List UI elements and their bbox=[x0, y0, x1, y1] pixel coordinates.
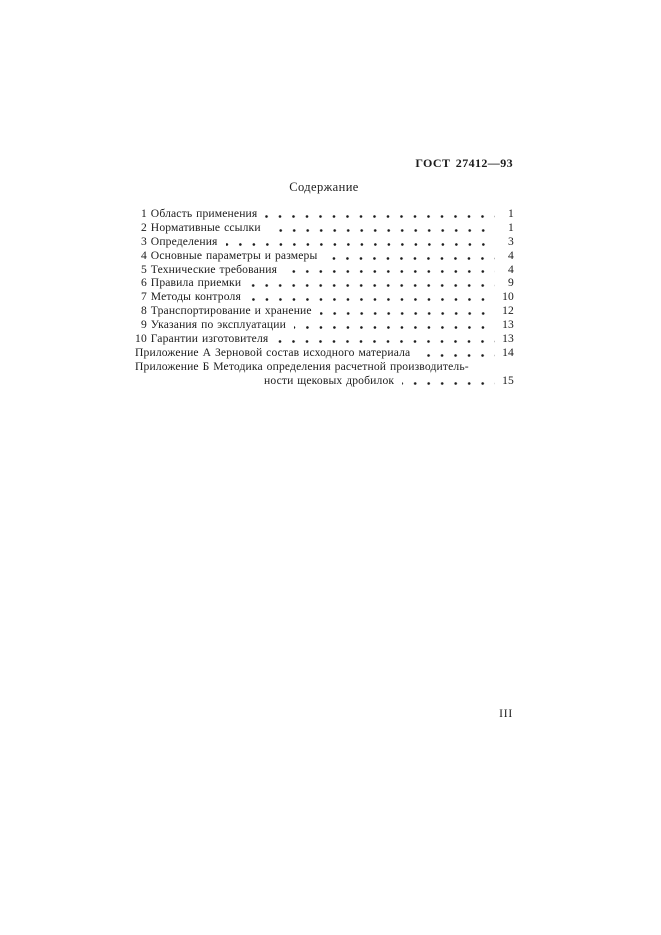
toc-entry-text: 5 Технические требования bbox=[141, 262, 278, 276]
toc-entry-text: 4 Основные параметры и размеры bbox=[141, 248, 318, 262]
toc-entry-text: Приложение Б Методика определения расчетной производитель- bbox=[135, 359, 469, 373]
dot-leader bbox=[402, 381, 495, 386]
toc-entry-page: 4 bbox=[508, 262, 514, 276]
table-of-contents bbox=[135, 207, 514, 388]
toc-entry bbox=[135, 318, 514, 332]
toc-entry-page: 12 bbox=[502, 304, 514, 318]
dot-leader bbox=[249, 297, 495, 302]
toc-entry-text: 10 Гарантии изготовителя bbox=[135, 332, 269, 346]
dot-leader bbox=[249, 283, 495, 288]
toc-entry bbox=[135, 263, 514, 277]
toc-entry bbox=[135, 290, 514, 304]
toc-entry-page: 15 bbox=[502, 373, 514, 387]
toc-entry bbox=[135, 276, 514, 290]
toc-entry-text: 6 Правила приемки bbox=[141, 276, 242, 290]
dot-leader bbox=[320, 311, 495, 316]
toc-entry-page: 4 bbox=[508, 248, 514, 262]
page-title: Содержание bbox=[289, 180, 359, 194]
toc-entry-text: 9 Указания по эксплуатации bbox=[141, 318, 286, 332]
toc-entry-page: 10 bbox=[502, 290, 514, 304]
toc-entry-page: 1 bbox=[508, 220, 514, 234]
toc-entry-text: 2 Нормативные ссылки bbox=[141, 220, 261, 234]
document-code: ГОСТ 27412—93 bbox=[415, 156, 513, 170]
dot-leader bbox=[325, 256, 495, 261]
toc-entry-text: 7 Методы контроля bbox=[141, 290, 241, 304]
toc-entry bbox=[135, 249, 514, 263]
toc-entry bbox=[135, 235, 514, 249]
toc-entry-text: 3 Определения bbox=[141, 234, 218, 248]
toc-entry-page: 13 bbox=[502, 318, 514, 332]
toc-entry bbox=[135, 360, 514, 374]
dot-leader bbox=[294, 325, 495, 330]
toc-entry-page: 9 bbox=[508, 276, 514, 290]
dot-leader bbox=[269, 228, 495, 233]
page-number: III bbox=[499, 708, 513, 720]
toc-entry bbox=[135, 332, 514, 346]
dot-leader bbox=[226, 242, 495, 247]
toc-entry-text: 1 Область применения bbox=[141, 207, 258, 220]
toc-entry bbox=[135, 346, 514, 360]
toc-entry-page: 3 bbox=[508, 234, 514, 248]
toc-entry-text: Приложение А Зерновой состав исходного материала bbox=[135, 345, 411, 359]
toc-entry bbox=[135, 221, 514, 235]
toc-entry bbox=[135, 207, 514, 221]
toc-entry-text: ности щековых дробилок bbox=[264, 373, 395, 387]
toc-entry bbox=[135, 304, 514, 318]
toc-entry-text: 8 Транспортирование и хранение bbox=[141, 304, 312, 318]
dot-leader bbox=[285, 269, 495, 274]
toc-entry-page: 14 bbox=[502, 345, 514, 359]
toc-entry-page: 1 bbox=[508, 207, 514, 220]
dot-leader bbox=[265, 214, 495, 219]
dot-leader bbox=[276, 339, 495, 344]
toc-entry-continuation bbox=[135, 374, 514, 388]
dot-leader bbox=[418, 353, 495, 358]
toc-entry-page: 13 bbox=[502, 332, 514, 346]
